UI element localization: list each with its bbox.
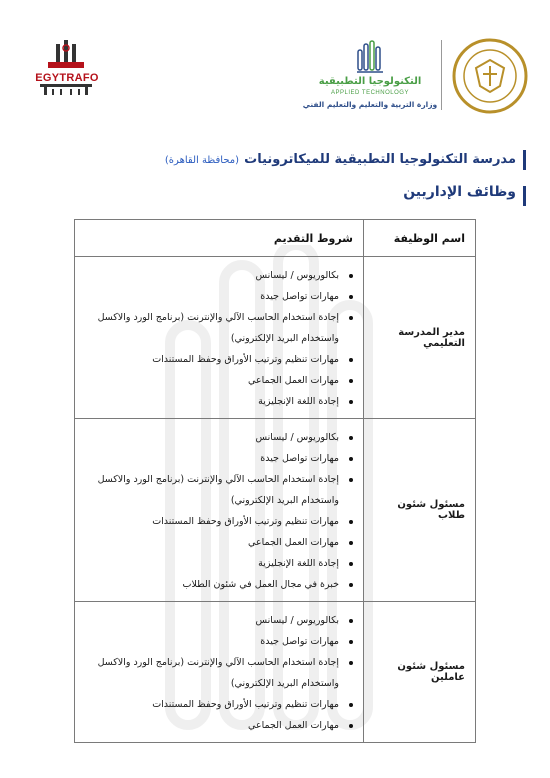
list-item: مهارات تواصل جيدة <box>83 286 339 307</box>
requirements-cell <box>75 419 364 602</box>
list-item: مهارات العمل الجماعي <box>83 370 339 391</box>
job-title-cell: مسئول شئون عاملين <box>364 602 476 743</box>
list-item: مهارات تواصل جيدة <box>83 631 339 652</box>
list-item: إجادة اللغة الإنجليزية <box>83 553 339 574</box>
job-title-cell: مسئول شئون طلاب <box>364 419 476 602</box>
applied-technology-ar: التكنولوجيا التطبيقية <box>318 76 422 87</box>
requirements-cell <box>75 602 364 743</box>
list-item: مهارات تنظيم وترتيب الأوراق وحفظ المستندات <box>83 349 339 370</box>
list-item: بكالوريوس / ليسانس <box>83 265 339 286</box>
table-row <box>75 257 476 419</box>
list-item: مهارات تنظيم وترتيب الأوراق وحفظ المستندات <box>83 511 339 532</box>
applied-technology-en: APPLIED TECHNOLOGY <box>331 90 409 96</box>
applied-technology-icon <box>355 40 385 74</box>
jobs-table <box>74 219 476 743</box>
table-row <box>75 419 476 602</box>
header-divider <box>441 40 442 110</box>
job-column-header: اسم الوظيفة <box>364 220 476 257</box>
ministry-seal-icon <box>452 38 528 114</box>
list-item: مهارات تواصل جيدة <box>83 448 339 469</box>
table-row <box>75 602 476 743</box>
list-item: مهارات العمل الجماعي <box>83 532 339 553</box>
list-item: مهارات تنظيم وترتيب الأوراق وحفظ المستندات <box>83 694 339 715</box>
list-item: إجادة استخدام الحاسب الآلي والإنترنت (برنامج الورد والاكسل واستخدام البريد الإلكتروني) <box>83 652 339 694</box>
section-accent-bar <box>523 186 526 206</box>
ministry-name: وزارة التربية والتعليم والتعليم الفني <box>302 100 438 109</box>
table-header-row <box>75 220 476 257</box>
list-item: إجادة استخدام الحاسب الآلي والإنترنت (برنامج الورد والاكسل واستخدام البريد الإلكتروني) <box>83 469 339 511</box>
list-item: خبرة في مجال العمل في شئون الطلاب <box>83 574 339 595</box>
school-title: مدرسة التكنولوجيا التطبيقية للميكاترونيات <box>244 152 516 167</box>
requirements-list <box>83 610 353 736</box>
job-title-cell: مدير المدرسة التعليمي <box>364 257 476 419</box>
school-location: (محافظة القاهرة) <box>164 155 240 166</box>
egytrafo-logo-icon <box>30 38 102 100</box>
list-item: مهارات العمل الجماعي <box>83 715 339 736</box>
applied-technology-logo <box>302 40 438 112</box>
requirements-list <box>83 265 353 412</box>
school-title-row <box>36 148 516 172</box>
requirements-list <box>83 427 353 595</box>
list-item: بكالوريوس / ليسانس <box>83 610 339 631</box>
requirements-column-header: شروط التقديم <box>75 220 364 257</box>
requirements-cell <box>75 257 364 419</box>
list-item: إجادة استخدام الحاسب الآلي والإنترنت (برنامج الورد والاكسل واستخدام البريد الإلكتروني) <box>83 307 339 349</box>
list-item: إجادة اللغة الإنجليزية <box>83 391 339 412</box>
list-item: بكالوريوس / ليسانس <box>83 427 339 448</box>
section-title: وظائف الإداريين <box>403 184 516 200</box>
egytrafo-logo-text: EGYTRAFO <box>35 72 99 84</box>
page-header <box>0 0 550 120</box>
title-accent-bar <box>523 150 526 170</box>
